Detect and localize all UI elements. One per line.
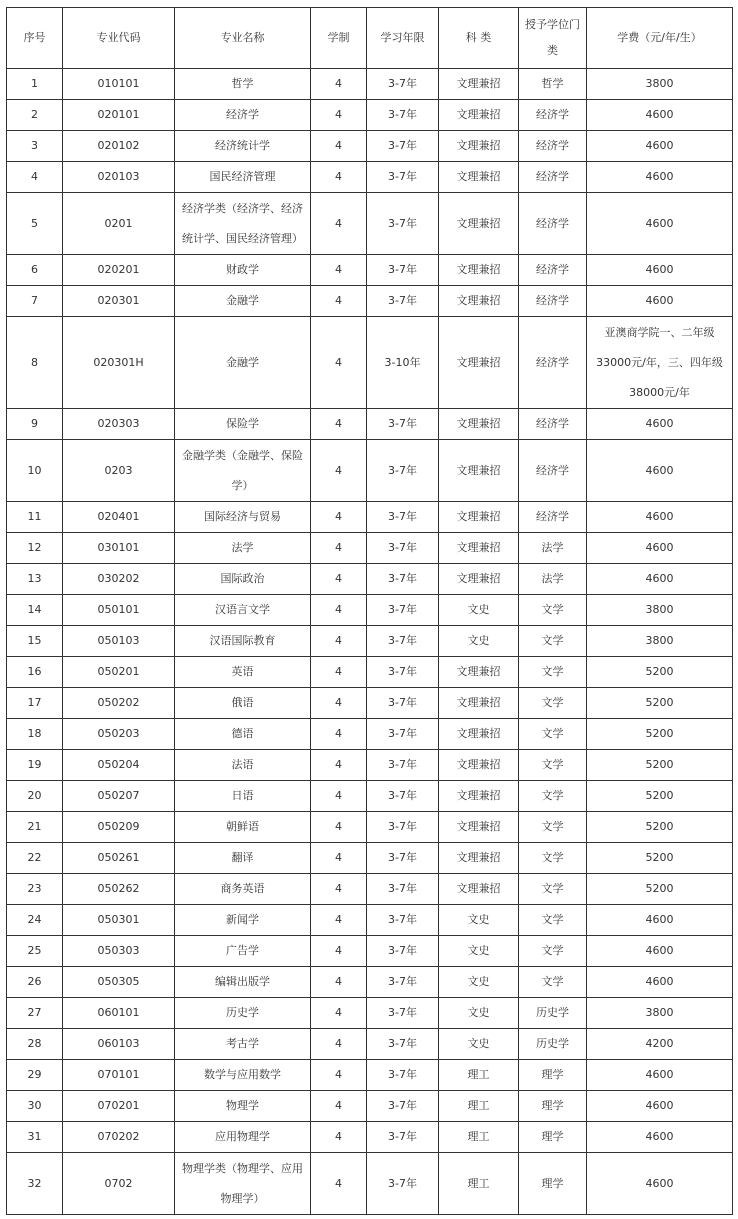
table-row [7, 255, 733, 286]
cell-duration: 4 [311, 255, 367, 286]
header-category: 科 类 [439, 8, 519, 69]
table-row [7, 100, 733, 131]
cell-duration: 4 [311, 317, 367, 409]
cell-index: 20 [7, 781, 63, 812]
cell-index: 8 [7, 317, 63, 409]
cell-tuition: 3800 [587, 69, 733, 100]
cell-major-code: 020303 [63, 409, 175, 440]
cell-major-name: 物理学 [175, 1091, 311, 1122]
cell-index: 2 [7, 100, 63, 131]
cell-study-years: 3-7年 [367, 874, 439, 905]
cell-category: 文史 [439, 1029, 519, 1060]
cell-index: 3 [7, 131, 63, 162]
cell-index: 31 [7, 1122, 63, 1153]
cell-duration: 4 [311, 286, 367, 317]
cell-tuition: 4600 [587, 1122, 733, 1153]
cell-tuition: 4600 [587, 255, 733, 286]
cell-category: 文理兼招 [439, 564, 519, 595]
header-study-years: 学习年限 [367, 8, 439, 69]
cell-major-code: 050262 [63, 874, 175, 905]
cell-category: 理工 [439, 1091, 519, 1122]
cell-major-code: 0201 [63, 193, 175, 255]
cell-study-years: 3-7年 [367, 502, 439, 533]
cell-index: 7 [7, 286, 63, 317]
cell-study-years: 3-7年 [367, 843, 439, 874]
table-body [7, 69, 733, 1215]
cell-degree: 理学 [519, 1122, 587, 1153]
cell-major-name: 物理学类（物理学、应用物理学） [175, 1153, 311, 1215]
cell-degree: 经济学 [519, 440, 587, 502]
cell-major-code: 050305 [63, 967, 175, 998]
table-row [7, 657, 733, 688]
cell-index: 29 [7, 1060, 63, 1091]
cell-index: 9 [7, 409, 63, 440]
cell-index: 24 [7, 905, 63, 936]
cell-major-name: 汉语言文学 [175, 595, 311, 626]
major-tuition-table [6, 7, 733, 1215]
cell-degree: 文学 [519, 719, 587, 750]
cell-major-name: 日语 [175, 781, 311, 812]
cell-study-years: 3-7年 [367, 936, 439, 967]
cell-tuition: 3800 [587, 595, 733, 626]
cell-major-name: 法学 [175, 533, 311, 564]
cell-index: 25 [7, 936, 63, 967]
cell-tuition: 4600 [587, 131, 733, 162]
cell-duration: 4 [311, 100, 367, 131]
cell-major-code: 050201 [63, 657, 175, 688]
cell-major-code: 0702 [63, 1153, 175, 1215]
table-row [7, 1091, 733, 1122]
cell-study-years: 3-7年 [367, 1122, 439, 1153]
cell-category: 理工 [439, 1060, 519, 1091]
cell-index: 19 [7, 750, 63, 781]
cell-tuition: 4600 [587, 100, 733, 131]
cell-tuition: 5200 [587, 657, 733, 688]
cell-degree: 经济学 [519, 255, 587, 286]
cell-duration: 4 [311, 131, 367, 162]
cell-category: 文理兼招 [439, 812, 519, 843]
cell-duration: 4 [311, 812, 367, 843]
cell-duration: 4 [311, 905, 367, 936]
cell-duration: 4 [311, 502, 367, 533]
cell-category: 文理兼招 [439, 750, 519, 781]
cell-major-name: 国际政治 [175, 564, 311, 595]
cell-tuition: 4600 [587, 193, 733, 255]
cell-study-years: 3-7年 [367, 100, 439, 131]
cell-study-years: 3-7年 [367, 193, 439, 255]
cell-degree: 文学 [519, 936, 587, 967]
cell-duration: 4 [311, 595, 367, 626]
cell-degree: 经济学 [519, 100, 587, 131]
cell-tuition: 4600 [587, 936, 733, 967]
cell-tuition: 5200 [587, 843, 733, 874]
cell-major-name: 经济统计学 [175, 131, 311, 162]
cell-degree: 文学 [519, 967, 587, 998]
cell-major-code: 050207 [63, 781, 175, 812]
table-row [7, 688, 733, 719]
cell-study-years: 3-7年 [367, 533, 439, 564]
cell-degree: 法学 [519, 564, 587, 595]
cell-major-name: 考古学 [175, 1029, 311, 1060]
cell-category: 文理兼招 [439, 193, 519, 255]
table-row [7, 750, 733, 781]
table-row [7, 781, 733, 812]
table-row [7, 1029, 733, 1060]
cell-study-years: 3-7年 [367, 812, 439, 843]
cell-study-years: 3-7年 [367, 69, 439, 100]
cell-category: 文理兼招 [439, 69, 519, 100]
cell-major-name: 国民经济管理 [175, 162, 311, 193]
cell-index: 13 [7, 564, 63, 595]
cell-major-code: 020301 [63, 286, 175, 317]
cell-tuition: 4600 [587, 905, 733, 936]
cell-degree: 理学 [519, 1091, 587, 1122]
cell-major-code: 070202 [63, 1122, 175, 1153]
cell-duration: 4 [311, 1153, 367, 1215]
header-degree: 授予学位门类 [519, 8, 587, 69]
cell-index: 28 [7, 1029, 63, 1060]
cell-study-years: 3-7年 [367, 162, 439, 193]
cell-tuition: 4600 [587, 1060, 733, 1091]
cell-tuition: 3800 [587, 998, 733, 1029]
table-row [7, 440, 733, 502]
cell-tuition: 4600 [587, 502, 733, 533]
table-row [7, 1060, 733, 1091]
cell-category: 文理兼招 [439, 255, 519, 286]
cell-tuition: 5200 [587, 812, 733, 843]
cell-major-name: 金融学 [175, 317, 311, 409]
cell-tuition: 4600 [587, 1153, 733, 1215]
cell-category: 理工 [439, 1122, 519, 1153]
cell-study-years: 3-7年 [367, 1153, 439, 1215]
cell-major-name: 应用物理学 [175, 1122, 311, 1153]
cell-index: 4 [7, 162, 63, 193]
cell-degree: 文学 [519, 626, 587, 657]
cell-category: 文理兼招 [439, 409, 519, 440]
cell-tuition: 4600 [587, 967, 733, 998]
header-major-code: 专业代码 [63, 8, 175, 69]
cell-degree: 文学 [519, 781, 587, 812]
cell-index: 5 [7, 193, 63, 255]
cell-category: 文理兼招 [439, 100, 519, 131]
cell-index: 23 [7, 874, 63, 905]
table-row [7, 564, 733, 595]
cell-category: 文理兼招 [439, 843, 519, 874]
cell-major-name: 金融学 [175, 286, 311, 317]
cell-duration: 4 [311, 781, 367, 812]
cell-index: 22 [7, 843, 63, 874]
cell-major-code: 050202 [63, 688, 175, 719]
cell-major-name: 金融学类（金融学、保险学） [175, 440, 311, 502]
cell-major-code: 030202 [63, 564, 175, 595]
cell-index: 14 [7, 595, 63, 626]
cell-degree: 历史学 [519, 998, 587, 1029]
cell-major-code: 050209 [63, 812, 175, 843]
cell-duration: 4 [311, 967, 367, 998]
cell-study-years: 3-7年 [367, 255, 439, 286]
cell-degree: 文学 [519, 657, 587, 688]
cell-major-code: 020102 [63, 131, 175, 162]
cell-index: 32 [7, 1153, 63, 1215]
cell-tuition: 5200 [587, 781, 733, 812]
cell-degree: 文学 [519, 874, 587, 905]
header-index: 序号 [7, 8, 63, 69]
cell-study-years: 3-7年 [367, 905, 439, 936]
cell-degree: 经济学 [519, 317, 587, 409]
cell-major-name: 俄语 [175, 688, 311, 719]
header-duration: 学制 [311, 8, 367, 69]
cell-index: 10 [7, 440, 63, 502]
cell-degree: 理学 [519, 1060, 587, 1091]
cell-study-years: 3-7年 [367, 967, 439, 998]
cell-tuition: 5200 [587, 719, 733, 750]
cell-major-code: 020401 [63, 502, 175, 533]
cell-major-code: 050301 [63, 905, 175, 936]
table-row [7, 533, 733, 564]
table-row [7, 502, 733, 533]
cell-major-name: 经济学 [175, 100, 311, 131]
cell-index: 1 [7, 69, 63, 100]
cell-index: 17 [7, 688, 63, 719]
table-row [7, 595, 733, 626]
cell-index: 6 [7, 255, 63, 286]
cell-degree: 文学 [519, 688, 587, 719]
cell-degree: 经济学 [519, 193, 587, 255]
cell-study-years: 3-7年 [367, 1060, 439, 1091]
cell-major-name: 数学与应用数学 [175, 1060, 311, 1091]
cell-degree: 文学 [519, 812, 587, 843]
cell-degree: 经济学 [519, 286, 587, 317]
cell-index: 15 [7, 626, 63, 657]
cell-duration: 4 [311, 1060, 367, 1091]
cell-major-name: 朝鲜语 [175, 812, 311, 843]
cell-duration: 4 [311, 1091, 367, 1122]
cell-category: 文理兼招 [439, 286, 519, 317]
cell-category: 文理兼招 [439, 317, 519, 409]
cell-major-code: 050261 [63, 843, 175, 874]
cell-study-years: 3-7年 [367, 781, 439, 812]
cell-major-name: 翻译 [175, 843, 311, 874]
cell-study-years: 3-7年 [367, 719, 439, 750]
cell-degree: 经济学 [519, 131, 587, 162]
cell-study-years: 3-7年 [367, 657, 439, 688]
cell-degree: 历史学 [519, 1029, 587, 1060]
cell-major-code: 020301H [63, 317, 175, 409]
cell-degree: 文学 [519, 595, 587, 626]
cell-category: 文理兼招 [439, 719, 519, 750]
cell-major-name: 历史学 [175, 998, 311, 1029]
cell-category: 文史 [439, 905, 519, 936]
cell-major-code: 010101 [63, 69, 175, 100]
cell-category: 文理兼招 [439, 688, 519, 719]
cell-study-years: 3-7年 [367, 286, 439, 317]
cell-duration: 4 [311, 874, 367, 905]
cell-category: 文理兼招 [439, 657, 519, 688]
cell-major-name: 哲学 [175, 69, 311, 100]
cell-tuition: 4200 [587, 1029, 733, 1060]
cell-duration: 4 [311, 1029, 367, 1060]
cell-study-years: 3-7年 [367, 626, 439, 657]
cell-duration: 4 [311, 719, 367, 750]
cell-duration: 4 [311, 564, 367, 595]
cell-major-code: 030101 [63, 533, 175, 564]
cell-tuition: 4600 [587, 564, 733, 595]
cell-major-code: 070101 [63, 1060, 175, 1091]
cell-major-name: 商务英语 [175, 874, 311, 905]
cell-degree: 文学 [519, 905, 587, 936]
cell-degree: 经济学 [519, 162, 587, 193]
cell-category: 文理兼招 [439, 162, 519, 193]
cell-duration: 4 [311, 162, 367, 193]
cell-study-years: 3-7年 [367, 440, 439, 502]
cell-major-code: 070201 [63, 1091, 175, 1122]
cell-duration: 4 [311, 657, 367, 688]
table-row [7, 626, 733, 657]
cell-tuition: 4600 [587, 162, 733, 193]
table-row [7, 69, 733, 100]
cell-degree: 法学 [519, 533, 587, 564]
cell-degree: 文学 [519, 750, 587, 781]
cell-duration: 4 [311, 936, 367, 967]
cell-study-years: 3-10年 [367, 317, 439, 409]
cell-category: 文理兼招 [439, 781, 519, 812]
cell-index: 30 [7, 1091, 63, 1122]
cell-category: 文史 [439, 595, 519, 626]
table-row [7, 1122, 733, 1153]
cell-study-years: 3-7年 [367, 595, 439, 626]
table-row [7, 998, 733, 1029]
header-tuition: 学费（元/年/生） [587, 8, 733, 69]
cell-major-name: 广告学 [175, 936, 311, 967]
cell-index: 21 [7, 812, 63, 843]
cell-major-code: 050204 [63, 750, 175, 781]
cell-major-name: 德语 [175, 719, 311, 750]
table-row [7, 936, 733, 967]
cell-tuition: 亚澳商学院一、二年级33000元/年，三、四年级38000元/年 [587, 317, 733, 409]
cell-major-name: 保险学 [175, 409, 311, 440]
cell-duration: 4 [311, 1122, 367, 1153]
cell-degree: 经济学 [519, 409, 587, 440]
cell-category: 文史 [439, 967, 519, 998]
cell-duration: 4 [311, 193, 367, 255]
cell-major-code: 060101 [63, 998, 175, 1029]
cell-tuition: 5200 [587, 688, 733, 719]
cell-major-name: 经济学类（经济学、经济统计学、国民经济管理） [175, 193, 311, 255]
cell-major-code: 020103 [63, 162, 175, 193]
cell-duration: 4 [311, 998, 367, 1029]
cell-index: 27 [7, 998, 63, 1029]
cell-category: 文理兼招 [439, 874, 519, 905]
cell-tuition: 4600 [587, 440, 733, 502]
cell-index: 11 [7, 502, 63, 533]
table-row [7, 812, 733, 843]
cell-major-name: 英语 [175, 657, 311, 688]
cell-major-code: 050101 [63, 595, 175, 626]
table-row [7, 286, 733, 317]
cell-duration: 4 [311, 440, 367, 502]
cell-duration: 4 [311, 626, 367, 657]
cell-major-code: 050303 [63, 936, 175, 967]
cell-index: 12 [7, 533, 63, 564]
table-row [7, 162, 733, 193]
table-row [7, 409, 733, 440]
table-row [7, 843, 733, 874]
table-header-row [7, 8, 733, 69]
table-row [7, 967, 733, 998]
header-major-name: 专业名称 [175, 8, 311, 69]
table-row [7, 131, 733, 162]
cell-category: 文理兼招 [439, 533, 519, 564]
cell-study-years: 3-7年 [367, 750, 439, 781]
cell-tuition: 5200 [587, 750, 733, 781]
cell-category: 文理兼招 [439, 502, 519, 533]
cell-study-years: 3-7年 [367, 1091, 439, 1122]
cell-degree: 哲学 [519, 69, 587, 100]
cell-duration: 4 [311, 688, 367, 719]
cell-tuition: 4600 [587, 409, 733, 440]
cell-major-code: 050103 [63, 626, 175, 657]
table-row [7, 719, 733, 750]
cell-category: 文史 [439, 626, 519, 657]
cell-duration: 4 [311, 409, 367, 440]
cell-index: 16 [7, 657, 63, 688]
cell-duration: 4 [311, 843, 367, 874]
cell-category: 文史 [439, 936, 519, 967]
cell-category: 文理兼招 [439, 440, 519, 502]
cell-major-name: 法语 [175, 750, 311, 781]
cell-category: 文理兼招 [439, 131, 519, 162]
cell-tuition: 3800 [587, 626, 733, 657]
cell-major-name: 国际经济与贸易 [175, 502, 311, 533]
cell-tuition: 4600 [587, 1091, 733, 1122]
cell-study-years: 3-7年 [367, 131, 439, 162]
cell-major-name: 新闻学 [175, 905, 311, 936]
cell-degree: 文学 [519, 843, 587, 874]
cell-tuition: 5200 [587, 874, 733, 905]
cell-major-name: 财政学 [175, 255, 311, 286]
cell-duration: 4 [311, 69, 367, 100]
cell-category: 理工 [439, 1153, 519, 1215]
cell-tuition: 4600 [587, 286, 733, 317]
cell-degree: 理学 [519, 1153, 587, 1215]
table-row [7, 905, 733, 936]
cell-study-years: 3-7年 [367, 1029, 439, 1060]
table-row [7, 1153, 733, 1215]
cell-index: 18 [7, 719, 63, 750]
cell-major-name: 编辑出版学 [175, 967, 311, 998]
cell-major-code: 0203 [63, 440, 175, 502]
cell-study-years: 3-7年 [367, 409, 439, 440]
cell-major-code: 020201 [63, 255, 175, 286]
cell-degree: 经济学 [519, 502, 587, 533]
cell-category: 文史 [439, 998, 519, 1029]
cell-major-name: 汉语国际教育 [175, 626, 311, 657]
table-row [7, 317, 733, 409]
cell-index: 26 [7, 967, 63, 998]
cell-duration: 4 [311, 533, 367, 564]
cell-tuition: 4600 [587, 533, 733, 564]
table-row [7, 193, 733, 255]
cell-duration: 4 [311, 750, 367, 781]
cell-study-years: 3-7年 [367, 688, 439, 719]
table-row [7, 874, 733, 905]
cell-major-code: 020101 [63, 100, 175, 131]
cell-study-years: 3-7年 [367, 564, 439, 595]
cell-study-years: 3-7年 [367, 998, 439, 1029]
cell-major-code: 050203 [63, 719, 175, 750]
cell-major-code: 060103 [63, 1029, 175, 1060]
